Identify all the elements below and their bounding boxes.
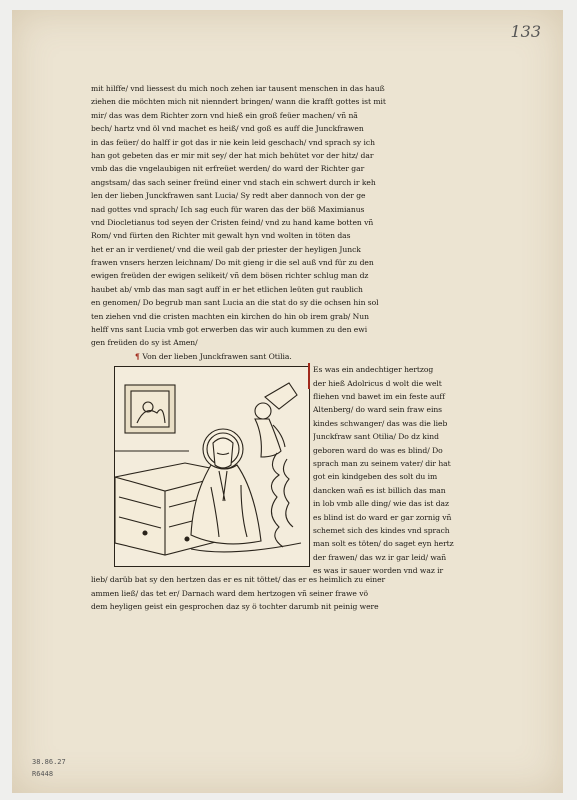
text-line: geboren ward do was es blind/ Do bbox=[313, 445, 443, 455]
text-line: es blind ist do ward er gar zornig vñ bbox=[313, 512, 452, 522]
text-line: en genomen/ Do begrub man sant Lucia an die stat do sy die ochsen hin sol bbox=[91, 298, 379, 308]
text-line: Rom/ vnd fürten den Richter mit gewalt hyn vnd wolten in töten das bbox=[91, 231, 351, 241]
text-line: nad gottes vnd sprach/ Ich sag euch für waren das der böß Maximianus bbox=[91, 204, 365, 214]
text-line: es was ir sauer worden vnd waz ir bbox=[313, 566, 444, 576]
inventory-number: 38.86.27 bbox=[32, 758, 66, 766]
text-line: vnd Diocletianus tod seyen der Cristen feind/ vnd zu hand kame botten vñ bbox=[91, 217, 374, 227]
text-line: mir/ das was dem Richter zorn vnd hieß ein groß feüer machen/ vñ nã bbox=[91, 110, 358, 120]
woodcut-section bbox=[91, 363, 487, 576]
text-block bbox=[91, 82, 487, 613]
text-line: dancken wañ es ist billich das man bbox=[313, 485, 446, 495]
text-line: in das feüer/ do halff ir got das ir nie kein leid geschach/ vnd sprach sy ich bbox=[91, 137, 375, 147]
rubric-mark: ¶ bbox=[135, 351, 143, 361]
text-line: man solt es töten/ do saget eyn hertz bbox=[313, 539, 454, 549]
text-lines-bottom bbox=[91, 573, 487, 613]
text-line: bech/ hartz vnd öl vnd machet es heiß/ vnd goß es auff die Junckfrawen bbox=[91, 124, 364, 134]
text-line: helff vns sant Lucia vmb got erwerben das wir auch kummen zu den ewi bbox=[91, 325, 368, 335]
folio-number: 133 bbox=[510, 22, 541, 41]
text-line: vmb das die vngelaubigen nit erfreüet werden/ do ward der Richter gar bbox=[91, 164, 365, 174]
text-line: Es was ein andechtiger hertzog bbox=[313, 365, 434, 375]
text-line: sprach man zu seinem vater/ dir hat bbox=[313, 458, 451, 468]
inventory-code: R6448 bbox=[32, 770, 54, 778]
text-line: der frawen/ das wz ir gar leid/ wañ bbox=[313, 552, 447, 562]
text-line: Junckfraw sant Otilia/ Do dz kind bbox=[313, 432, 439, 442]
heading-text: Von der lieben Junckfrawen sant Otilia. bbox=[142, 351, 292, 361]
text-line: len der lieben Junckfrawen sant Lucia/ Sy redt aber dannoch von der ge bbox=[91, 191, 366, 201]
text-line: angstsam/ das sach seiner freünd einer vnd stach ein schwert durch ir keh bbox=[91, 177, 376, 187]
text-line: ten ziehen vnd die cristen machten ein kirchen do hin ob irem grab/ Nun bbox=[91, 311, 369, 321]
chapter-heading bbox=[135, 350, 487, 363]
text-line: haubet ab/ vmb das man sagt auff in er het etlichen leüten gut raublich bbox=[91, 284, 363, 294]
text-line: fliehen vnd bawet im ein feste auff bbox=[313, 391, 445, 401]
text-line: dem heyligen geist ein gesprochen daz sy ö tochter darumb nit peinig were bbox=[91, 601, 379, 611]
text-line: het er an ir verdienet/ vnd die weil gab der priester der heyligen Junck bbox=[91, 244, 361, 254]
text-line: ziehen die möchten mich nit nienndert bringen/ wann die krafft gottes ist mit bbox=[91, 97, 386, 107]
text-line: in lob vmb alle ding/ wie das ist daz bbox=[313, 499, 449, 509]
text-line: han got gebeten das er mir mit sey/ der hat mich behütet vor der hitz/ dar bbox=[91, 150, 374, 160]
text-line: frawen vnsers herzen leichnam/ Do mit gieng ir die sel auß vnd für zu den bbox=[91, 258, 374, 268]
text-lines-top bbox=[91, 82, 487, 350]
text-line: der hieß Adolricus d wolt die welt bbox=[313, 378, 442, 388]
text-line: ewigen freüden der ewigen selikeit/ vñ dem bösen richter schlug man dz bbox=[91, 271, 369, 281]
text-line: mit hilffe/ vnd liessest du mich noch zehen iar tausent menschen in das hauß bbox=[91, 84, 385, 93]
text-lines-side bbox=[313, 363, 489, 577]
saint-odile-woodcut bbox=[115, 367, 309, 566]
woodcut-illustration bbox=[114, 366, 310, 567]
book-leaf bbox=[12, 10, 563, 793]
text-line: Altenberg/ do ward sein fraw eins bbox=[313, 405, 443, 415]
text-line: kindes schwanger/ das was die lieb bbox=[313, 418, 448, 428]
text-line: lieb/ darüb bat sy den hertzen das er es nit töttet/ das er es heimlich zu einer bbox=[91, 575, 386, 585]
text-line: gen freüden do sy ist Amen/ bbox=[91, 338, 198, 348]
text-line: ammen ließ/ das tet er/ Darnach ward dem hertzogen vñ seiner frawe vö bbox=[91, 588, 368, 598]
text-line: got ein kindgeben des solt du im bbox=[313, 472, 438, 482]
text-line: schemet sich des kindes vnd sprach bbox=[313, 525, 450, 535]
